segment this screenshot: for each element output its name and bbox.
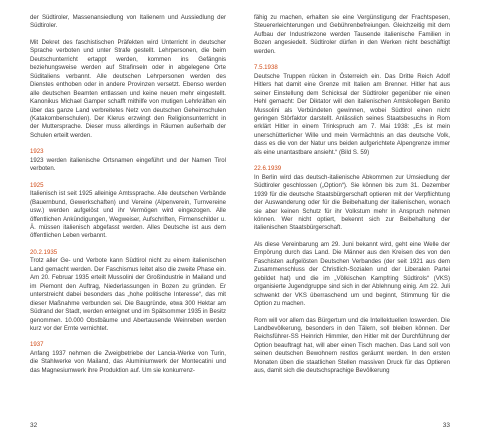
paragraph-gap (30, 333, 226, 341)
section-date-heading: 7.5.1938 (254, 64, 278, 72)
paragraph-gap (254, 56, 450, 64)
body-paragraph: Trotz aller Ge- und Verbote kann Südtirol nicht zu einem italienischen Land gemacht werden. Der Faschismus leitet also die zweite Phase ein. Am 20. Februar 1935 erteilt Mussolini der Großindustrie in Mailand und im Piemont den Auftrag, Niederlassungen in Bozen zu gründen. Er unterstreicht dabei besonders das „hohe politische Interesse“, das mit dieser Maßnahme verbunden sei. Die Baugründe, etwa 300 Hektar am Südrand der Stadt, werden enteignet und im Spätsommer 1935 in Besitz genommen. 10.000 Obstbäume und Abertausende Weinreben werden kurz vor der Ernte vernichtet. (30, 257, 226, 332)
section-date-heading: 20.2.1935 (30, 248, 58, 256)
section-date-heading: 22.6.1939 (254, 165, 282, 173)
paragraph-gap (254, 309, 450, 317)
paragraph-gap (254, 233, 450, 241)
body-paragraph: der Südtiroler, Massenansiedlung von Italienern und Aussiedlung der Südtiroler. (30, 14, 226, 30)
paragraph-gap (30, 140, 226, 148)
body-paragraph: Deutsche Truppen rücken in Österreich ein. Das Dritte Reich Adolf Hitlers hat damit eine Grenze mit Italien am Brenner. Hitler hat aus seiner Einstellung dem Schicksal der Südtiroler gegenüber nie einen Hehl gemacht: Der Diktator will den italienischen Amtskollegen Benito Mussolini als Verbündeten gewinnen, wobei Südtirol einen nicht geringen Störfaktor darstellt. Anlässlich seines Staatsbesuchs in Rom erklärt Hitler in einem Trinkspruch am 7. Mai 1938: „Es ist mein unerschütterlicher Wille und mein Vermächtnis an das deutsche Volk, dass es die von der Natur uns beiden aufgerichtete Alpengrenze immer als eine unantastbare ansieht.“ (Bild S. 59) (254, 72, 450, 156)
body-paragraph: Als diese Vereinbarung am 29. Juni bekannt wird, geht eine Welle der Empörung durch das Land. Die Männer aus den Kreisen des von den Faschisten aufgelösten Deutschen Verbandes (der seit 1921 aus dem Zusammenschluss der Christlich-Sozialen und der Liberalen Partei gebildet hat) und die im „Völkischen Kampfring Südtirols“ (VKS) organisierte Jugendgruppe sind sich in der Ablehnung einig. Am 22. Juli schwenkt der VKS überraschend um und beginnt, Stimmung für die Option zu machen. (254, 240, 450, 308)
right-page-text (254, 14, 450, 376)
paragraph-gap (30, 174, 226, 182)
body-paragraph: Mit Dekret des faschistischen Präfekten wird Unterricht in deutscher Sprache verboten und unter Strafe gestellt. Lehrpersonen, die beim Deutschunterricht ertappt werden, kommen ins Gefängnis beziehungsweise werden auf Strafinseln oder in abgelegene Orte Süditaliens verbannt. Alle deutschen Lehrpersonen werden des Dienstes enthoben oder in andere Provinzen versetzt. Ebenso werden alle deutschen Beamten entlassen und keine neuen mehr eingestellt. Kanonikus Michael Gamper schafft mithilfe von mutigen Lehrkräften ein über das ganze Land verbreitetes Netz von deutschen Geheimschulen (Katakombenschulen). Der Klerus erzwingt den Religionsunterricht in der Muttersprache. Dieser muss allerdings in Räumen außerhalb der Schulen erteilt werden. (30, 38, 226, 139)
body-paragraph: In Berlin wird das deutsch-italienische Abkommen zur Umsiedlung der Südtiroler geschlossen („Option“). Sie können bis zum 31. Dezember 1939 für die deutsche Staatsbürgerschaft optieren mit der Verpflichtung der Auswanderung oder für die Beibehaltung der italienischen, wonach sie aber keinen Schutz für ihr Volkstum mehr in Anspruch nehmen können. Wer nicht optiert, bekennt sich zur Beibehaltung der italienischen Staatsbürgerschaft. (254, 173, 450, 232)
paragraph-gap (30, 241, 226, 249)
body-paragraph: Anfang 1937 nehmen die Zweigbetriebe der Lancia-Werke von Turin, die Stahlwerke von Mailand, das Aluminiumwerk der Montecatini und das Magnesiumwerk ihre Produktion auf. Um sie konkurrenz- (30, 349, 226, 374)
section-date-heading: 1923 (30, 148, 44, 156)
body-paragraph: Italienisch ist seit 1925 alleinige Amtssprache. Alle deutschen Verbände (Bauernbund, Gewerkschaften) und Vereine (Alpenverein, Turnvereine usw.) werden aufgelöst und ihr Vermögen wird eingezogen. Alle öffentlichen Ankündigungen, Wegweiser, Aufschriften, Firmenschilder u. Ä. müssen italienisch abgefasst werden. Alles Deutsche ist aus dem öffentlichen Leben verbannt. (30, 190, 226, 240)
right-page (240, 0, 480, 436)
left-page-text (30, 14, 226, 375)
section-date-heading: 1925 (30, 181, 44, 189)
body-paragraph: Rom will vor allem das Bürgertum und die Intellektuellen loswerden. Die Landbevölkerung, besonders in den Tälern, soll bleiben können. Der Reichsführer-SS Heinrich Himmler, den Hitler mit der Durchführung der Option beauftragt hat, will aber einen Tisch machen. Das Land soll von seinen deutschen Bewohnern restlos geräumt werden. In den ersten Monaten üben die staatlichen Stellen massiven Druck für das Optieren aus, damit sich die deutschsprachige Bevölkerung (254, 316, 450, 375)
body-paragraph: 1923 werden italienische Ortsnamen eingeführt und der Namen Tirol verboten. (30, 156, 226, 173)
left-page-number: 32 (30, 422, 38, 429)
body-paragraph: fähig zu machen, erhalten sie eine Vergünstigung der Frachtspesen, Steuererleichterungen und Gebührenbefreiungen. Gleichzeitig mit dem Aufbau der Industriezone werden Tausende italienische Familien in Bozen angesiedelt. Südtiroler dürfen in den Werken nicht beschäftigt werden. (254, 14, 450, 55)
paragraph-gap (254, 157, 450, 165)
paragraph-gap (30, 31, 226, 39)
section-date-heading: 1937 (30, 341, 44, 349)
right-page-number: 33 (442, 422, 450, 429)
